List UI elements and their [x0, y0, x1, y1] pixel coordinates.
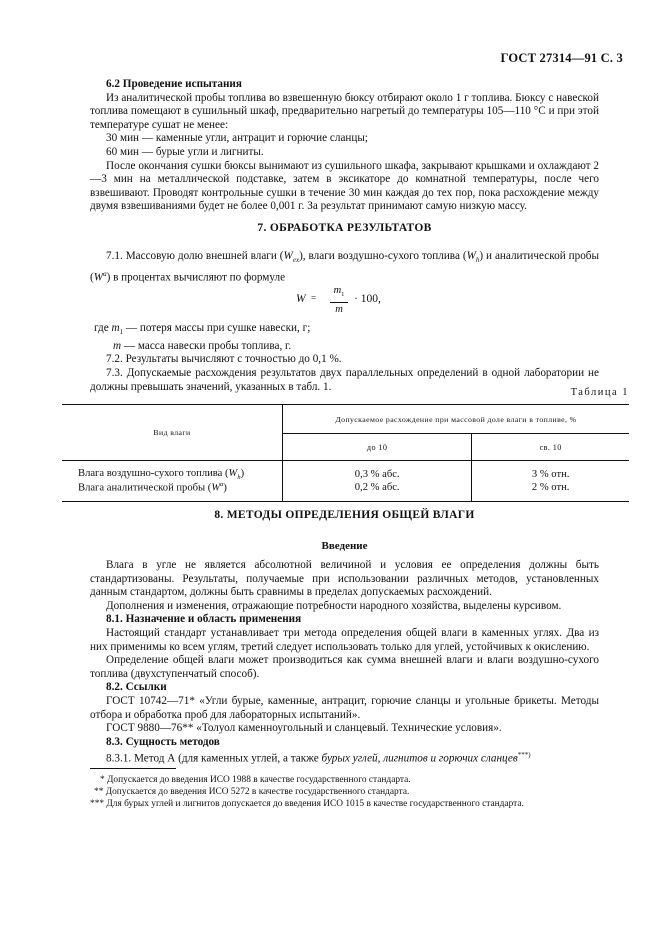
- footnote-1: * Допускается до введения ИСО 1988 в качестве государственного стандарта.: [100, 775, 411, 785]
- section-8-2-title: 8.2. Ссылки: [106, 681, 167, 694]
- section-8-body: [90, 559, 599, 767]
- section-8-2-reference-2: ГОСТ 9880—76** «Толуол каменноугольный и сланцевый. Технические условия».: [106, 722, 502, 735]
- table-row: [62, 481, 629, 501]
- table-1-header-group: Допускаемое расхождение при массовой доле влаги в топливе, %: [283, 405, 630, 434]
- section-7-1: [90, 250, 599, 285]
- section-8-1-paragraph-1: Настоящий стандарт устанавливает три метода определения общей влаги в каменных углях. Два из них применимы ко всем углям, третий следует использовать только для углей, устойчивых к окислению.: [90, 626, 599, 653]
- section-7-where: [90, 322, 599, 394]
- table-1: [62, 404, 629, 502]
- section-6-2-paragraph-2: После окончания сушки бюксы вынимают из сушильного шкафа, закрывают крышками и охлаждают 2—3 мин на металлической подставке, затем в эксикаторе до комнатной температуры, после чего взвешивают. Проводят контрольные сушки в течение 30 мин каждая до тех пор, пока расхождение между двумя взвешиваниями будет не более 0,001 г. За результат принимают самую низкую массу.: [90, 159, 599, 213]
- moisture-formula: [296, 285, 416, 321]
- table-1-row-1-kind: Влага воздушно-сухого топлива $(W_h)$: [62, 461, 283, 482]
- formula-denominator: m: [335, 304, 343, 316]
- table-1-row-2-over-10: 2 % отн.: [472, 481, 629, 501]
- section-7-3-text: 7.3. Допускаемые расхождения результатов двух параллельных определений в одной лаборатории не должны превышать значений, указанных в табл. 1.: [90, 367, 599, 393]
- section-8-1-title: 8.1. Назначение и область применения: [106, 613, 302, 626]
- section-7-2-text: 7.2. Результаты вычисляют с точностью до 0,1 %.: [106, 353, 342, 366]
- page-header: ГОСТ 27314—91 С. 3: [500, 51, 623, 65]
- formula-equals: =: [311, 293, 317, 303]
- section-8-3-1-text: 8.3.1. Метод А (для каменных углей, а также бурых углей, лигнитов и горючих сланцев***): [106, 751, 531, 766]
- table-1-caption: Таблица 1: [570, 387, 629, 398]
- section-8-3-title: 8.3. Сущность методов: [106, 735, 220, 748]
- table-1-row-1-over-10: 3 % отн.: [531, 469, 570, 481]
- section-8-heading: 8. МЕТОДЫ ОПРЕДЕЛЕНИЯ ОБЩЕЙ ВЛАГИ: [214, 509, 475, 521]
- table-1-header-upto-10: до 10: [283, 434, 472, 461]
- table-1-row-2-kind: Влага аналитической пробы $(W^a)$: [62, 481, 283, 501]
- footnote-2: ** Допускается до введения ИСО 5272 в качестве государственного стандарта.: [94, 787, 410, 798]
- table-1-header-kind: Вид влаги: [62, 405, 283, 461]
- table-1-row-2-upto-10: 0,2 % абс.: [283, 481, 472, 501]
- section-8-1-paragraph-2: Определение общей влаги может производиться как сумма внешней влаги и влаги воздушно-сухого топлива (двухступенчатый способ).: [90, 654, 599, 680]
- formula-numerator: $m_1$: [333, 285, 345, 299]
- section-7-1-text: 7.1. Массовую долю внешней влаги $(W_{ex})$, влаги воздушно-сухого топлива $(W_h)$ и аналитической пробы $(W^a)$ в процентах вычисляют по формуле: [90, 250, 599, 284]
- footnote-3: *** Для бурых углей и лигнитов допускается до введения ИСО 1015 в качестве государственного стандарта.: [90, 799, 524, 810]
- section-6-2-list-item-1: 30 мин — каменные угли, антрацит и горючие сланцы;: [106, 132, 369, 145]
- section-8-2-reference-1: ГОСТ 10742—71* «Угли бурые, каменные, антрацит, горючие сланцы и угольные брикеты. Методы отбора и обработка проб для лабораторных испытаний».: [90, 694, 599, 721]
- formula-fraction: [330, 285, 348, 316]
- formula-tail: · 100,: [354, 293, 381, 305]
- section-7-heading: 7. ОБРАБОТКА РЕЗУЛЬТАТОВ: [257, 222, 432, 234]
- section-8-intro-paragraph-1: Влага в угле не является абсолютной величиной и условия ее определения должны быть стандартизованы. Результаты, получаемые при использовании различных методов, установленных данным стандартом, должны быть сравнимы в пределах допускаемых расхождений.: [90, 559, 599, 599]
- formula-where-1: где $m_1$ — потеря массы при сушке навески, г;: [94, 322, 311, 337]
- section-8-intro-paragraph-2: Дополнения и изменения, отражающие потребности народного хозяйства, выделены курсивом.: [106, 599, 562, 612]
- formula-lhs: W: [296, 293, 306, 305]
- section-8-intro-heading: Введение: [321, 540, 368, 552]
- section-6-2-paragraph-1: Из аналитической пробы топлива во взвешенную бюксу отбирают около 1 г топлива. Бюксу с навеской топлива помещают в сушильный шкаф, предварительно нагретый до температуры 105—110 °С и при этой температуре сушат не менее:: [90, 91, 599, 131]
- section-6-2-title: 6.2 Проведение испытания: [106, 78, 242, 90]
- section-6-2-list-item-2: 60 мин — бурые угли и лигниты.: [106, 145, 264, 158]
- table-1-row-1-upto-10: 0,3 % абс.: [283, 461, 472, 482]
- formula-where-2: m — масса навески пробы топлива, г.: [113, 339, 292, 352]
- table-row: [62, 461, 629, 482]
- formula-fraction-bar: [330, 302, 348, 303]
- table-1-header-over-10: св. 10: [472, 434, 629, 461]
- footnotes: [90, 774, 599, 811]
- section-6-2: [90, 78, 599, 214]
- footnote-divider: [90, 768, 176, 769]
